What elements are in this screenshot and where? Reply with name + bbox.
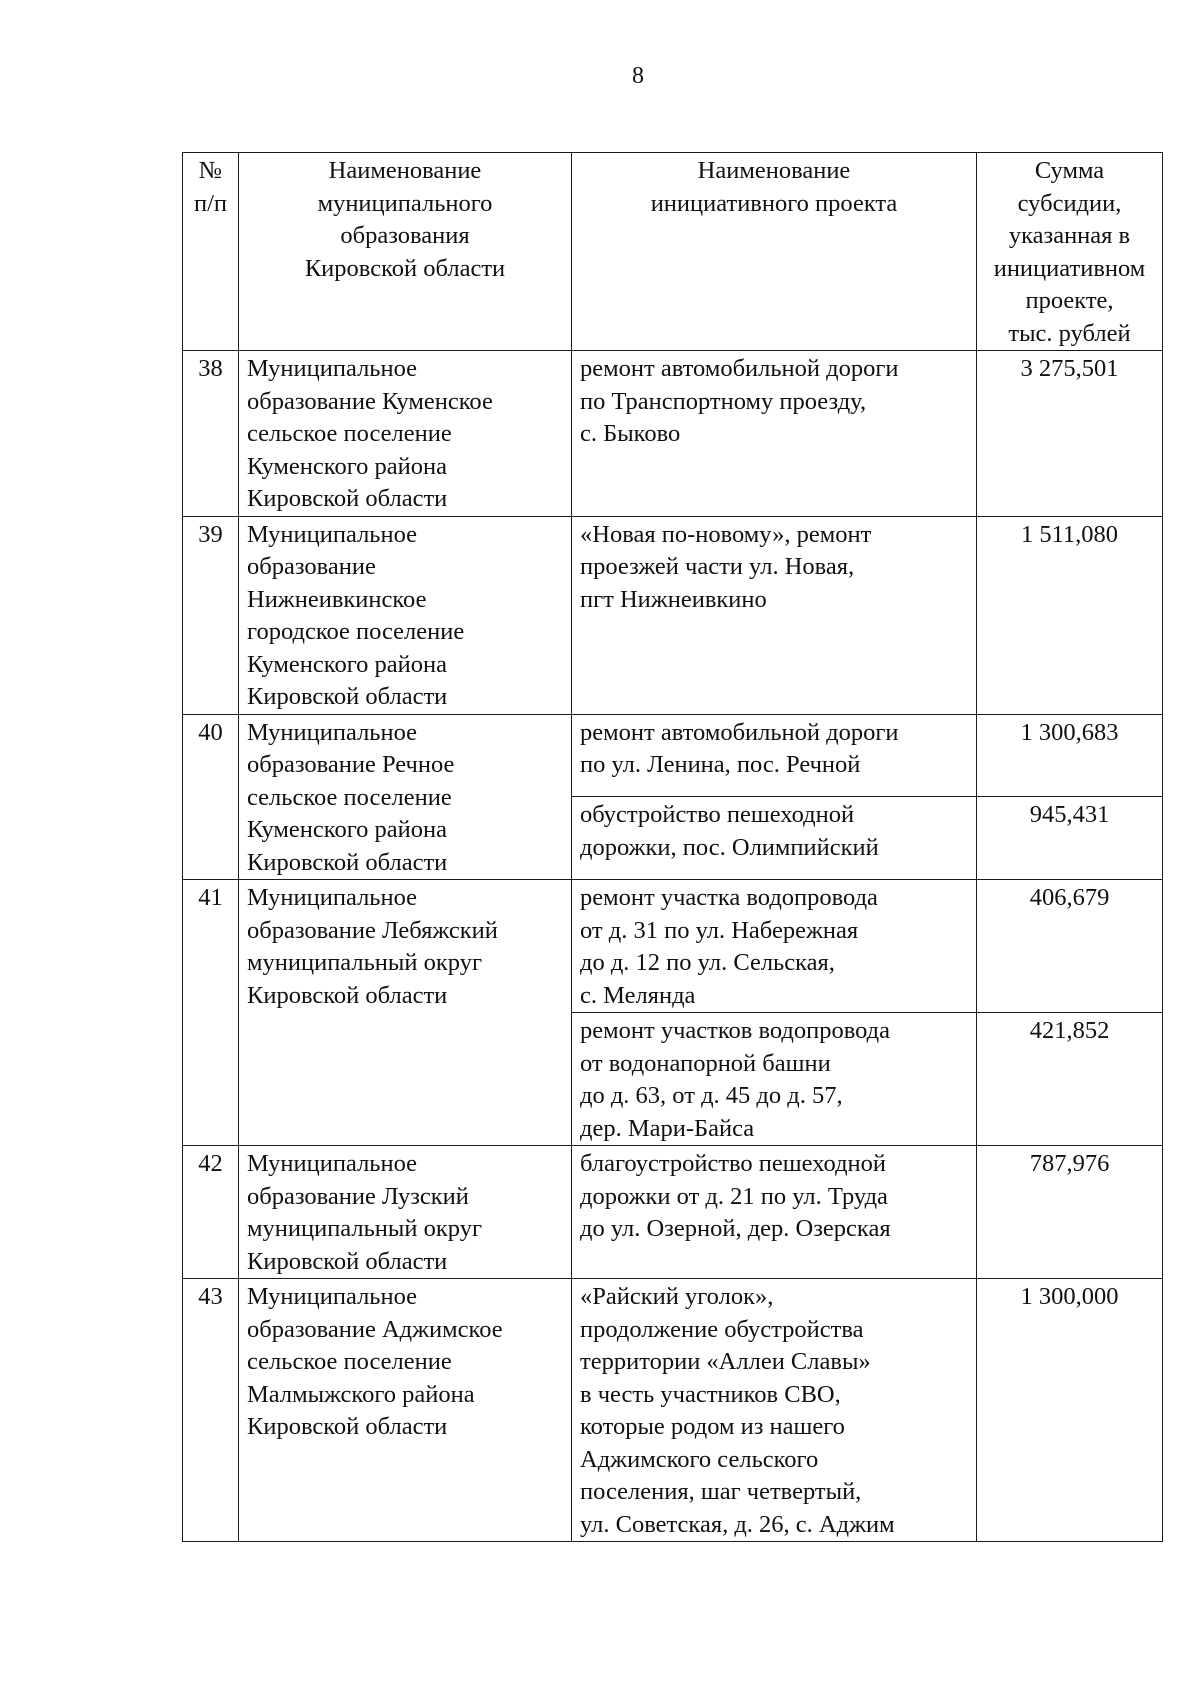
table-row <box>183 1146 1163 1279</box>
sum-cell: 1 300,000 <box>977 1279 1163 1542</box>
table-header-row <box>183 153 1163 351</box>
row-number: 41 <box>183 880 239 1146</box>
project-cell: «Райский уголок», продолжение обустройства территории «Аллеи Славы» в честь участников СВО, которые родом из нашего Аджимского сельского поселения, шаг четвертый, ул. Советская, д. 26, с. Аджим <box>572 1279 977 1542</box>
project-cell: «Новая по-новому», ремонт проезжей части ул. Новая, пгт Нижнеивкино <box>572 516 977 714</box>
row-number: 40 <box>183 714 239 880</box>
municipality-cell: Муниципальное образование Нижнеивкинское городское поселение Куменского района Кировской области <box>239 516 572 714</box>
table-row <box>183 516 1163 714</box>
header-municipality: Наименование муниципального образования Кировской области <box>239 153 572 351</box>
project-cell: ремонт автомобильной дороги по Транспортному проезду, с. Быково <box>572 351 977 517</box>
sum-cell: 406,679 <box>977 880 1163 1013</box>
header-project: Наименование инициативного проекта <box>572 153 977 351</box>
table-row <box>183 1279 1163 1542</box>
project-cell: обустройство пешеходной дорожки, пос. Олимпийский <box>572 797 977 880</box>
sum-cell: 1 300,683 <box>977 714 1163 797</box>
row-number: 38 <box>183 351 239 517</box>
municipality-cell: Муниципальное образование Аджимское сельское поселение Малмыжского района Кировской области <box>239 1279 572 1542</box>
sum-cell: 3 275,501 <box>977 351 1163 517</box>
project-cell: ремонт участка водопровода от д. 31 по ул. Набережная до д. 12 по ул. Сельская, с. Мелянда <box>572 880 977 1013</box>
sum-cell: 421,852 <box>977 1013 1163 1146</box>
subsidy-table <box>182 152 1163 1542</box>
project-cell: ремонт участков водопровода от водонапорной башни до д. 63, от д. 45 до д. 57, дер. Мари-Байса <box>572 1013 977 1146</box>
page-number: 8 <box>632 63 644 89</box>
table-row <box>183 880 1163 1013</box>
row-number: 39 <box>183 516 239 714</box>
project-cell: благоустройство пешеходной дорожки от д. 21 по ул. Труда до ул. Озерной, дер. Озерская <box>572 1146 977 1279</box>
municipality-cell: Муниципальное образование Лебяжский муниципальный округ Кировской области <box>239 880 572 1146</box>
municipality-cell: Муниципальное образование Куменское сельское поселение Куменского района Кировской области <box>239 351 572 517</box>
municipality-cell: Муниципальное образование Лузский муниципальный округ Кировской области <box>239 1146 572 1279</box>
project-cell: ремонт автомобильной дороги по ул. Ленина, пос. Речной <box>572 714 977 797</box>
table-row <box>183 714 1163 797</box>
header-num: № п/п <box>183 153 239 351</box>
sum-cell: 787,976 <box>977 1146 1163 1279</box>
municipality-cell: Муниципальное образование Речное сельское поселение Куменского района Кировской области <box>239 714 572 880</box>
row-number: 43 <box>183 1279 239 1542</box>
sum-cell: 1 511,080 <box>977 516 1163 714</box>
header-sum: Сумма субсидии, указанная в инициативном проекте, тыс. рублей <box>977 153 1163 351</box>
table-row <box>183 351 1163 517</box>
sum-cell: 945,431 <box>977 797 1163 880</box>
row-number: 42 <box>183 1146 239 1279</box>
